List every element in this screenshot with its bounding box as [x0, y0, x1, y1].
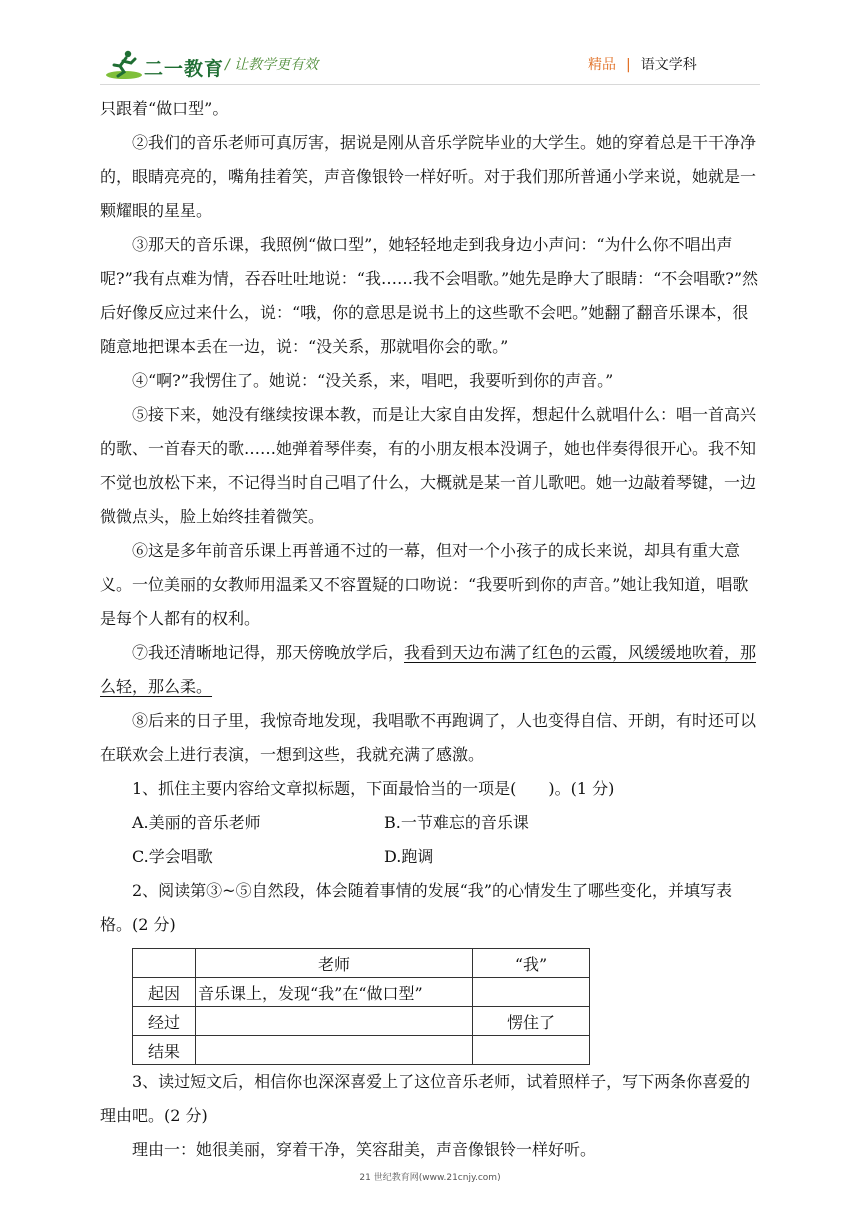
question-3: 3、读过短文后，相信你也深深喜爱上了这位音乐老师，试着照样子，写下两条你喜爱的理由吧。(2 分)	[100, 1072, 751, 1125]
table-cell: 经过	[133, 1007, 196, 1036]
question-1-options-row-2	[100, 840, 762, 874]
table-cell	[473, 1036, 590, 1065]
option-c: C.学会唱歌	[132, 847, 213, 866]
header-separator: |	[626, 57, 631, 73]
subject-label: 语文学科	[640, 57, 697, 73]
paragraph-4: ④“啊?”我愣住了。她说：“没关系，来，唱吧，我要听到你的声音。”	[132, 371, 614, 390]
header-subject	[588, 54, 697, 74]
table-row	[133, 1007, 590, 1036]
question-3-example: 理由一：她很美丽，穿着干净，笑容甜美，声音像银铃一样好听。	[132, 1140, 597, 1159]
article-body	[100, 92, 762, 1167]
page-header	[0, 0, 860, 90]
question-2: 2、阅读第③~⑤自然段，体会随着事情的发展“我”的心情发生了哪些变化，并填写表格。(2 分)	[100, 881, 732, 934]
table-cell	[196, 1036, 473, 1065]
running-figure-icon	[104, 48, 144, 80]
logo-text: 二一教育	[144, 58, 225, 80]
option-d: D.跑调	[384, 847, 434, 866]
paragraph-7-text: ⑦我还清晰地记得，那天傍晚放学后，	[132, 643, 405, 662]
table-header-cell: 老师	[196, 949, 473, 978]
option-b: B.一节难忘的音乐课	[384, 813, 529, 832]
paragraph-2: ②我们的音乐老师可真厉害，据说是刚从音乐学院毕业的大学生。她的穿着总是干干净净的，眼睛亮亮的，嘴角挂着笑，声音像银铃一样好听。对于我们那所普通小学来说，她就是一颗耀眼的星星。	[100, 133, 757, 220]
table-row	[133, 978, 590, 1007]
header-divider	[100, 84, 760, 85]
paragraph-3: ③那天的音乐课，我照例“做口型”，她轻轻地走到我身边小声问：“为什么你不唱出声呢?”我有点难为情，吞吞吐吐地说：“我……我不会唱歌。”她先是睁大了眼睛：“不会唱歌?”然后好像反应过来什么，说：“哦，你的意思是说书上的这些歌不会吧。”她翻了翻音乐课本，很随意地把课本丢在一边，说：“没关系，那就唱你会的歌。”	[100, 235, 759, 356]
question-1: 1、抓住主要内容给文章拟标题，下面最恰当的一项是( )。(1 分)	[132, 779, 615, 798]
table-cell: 结果	[133, 1036, 196, 1065]
underlined-sentence: 我看到天边布满了红色的云霞，风缓缓地吹着，那么轻，那么柔。	[100, 643, 757, 696]
option-a: A.美丽的音乐老师	[132, 813, 261, 832]
table-cell	[473, 978, 590, 1007]
quality-label: 精品	[588, 57, 616, 73]
header-slogan: / 让教学更有效	[225, 57, 319, 73]
table-header-cell	[133, 949, 196, 978]
table-header-cell: “我”	[473, 949, 590, 978]
table-row	[133, 1036, 590, 1065]
table-cell: 起因	[133, 978, 196, 1007]
paragraph-7	[100, 636, 762, 704]
paragraph-6: ⑥这是多年前音乐课上再普通不过的一幕，但对一个小孩子的成长来说，却具有重大意义。一位美丽的女教师用温柔又不容置疑的口吻说：“我要听到你的声音。”她让我知道，唱歌是每个人都有的权利。	[100, 541, 749, 628]
paragraph-8: ⑧后来的日子里，我惊奇地发现，我唱歌不再跑调了，人也变得自信、开朗，有时还可以在联欢会上进行表演，一想到这些，我就充满了感激。	[100, 711, 757, 764]
table-cell: 音乐课上，发现“我”在“做口型”	[196, 978, 473, 1007]
table-cell: 愣住了	[473, 1007, 590, 1036]
table-cell	[196, 1007, 473, 1036]
mood-table	[132, 948, 590, 1065]
table-header-row	[133, 949, 590, 978]
page-footer: 21 世纪教育网(www.21cnjy.com)	[359, 1173, 501, 1183]
question-1-options-row-1	[100, 806, 762, 840]
paragraph-5: ⑤接下来，她没有继续按课本教，而是让大家自由发挥，想起什么就唱什么：唱一首高兴的歌、一首春天的歌……她弹着琴伴奏，有的小朋友根本没调子，她也伴奏得很开心。我不知不觉也放松下来，不记得当时自己唱了什么，大概就是某一首儿歌吧。她一边敲着琴键，一边微微点头，脸上始终挂着微笑。	[100, 405, 757, 526]
brand-logo	[104, 48, 228, 82]
paragraph-continuation: 只跟着“做口型”。	[100, 99, 229, 118]
